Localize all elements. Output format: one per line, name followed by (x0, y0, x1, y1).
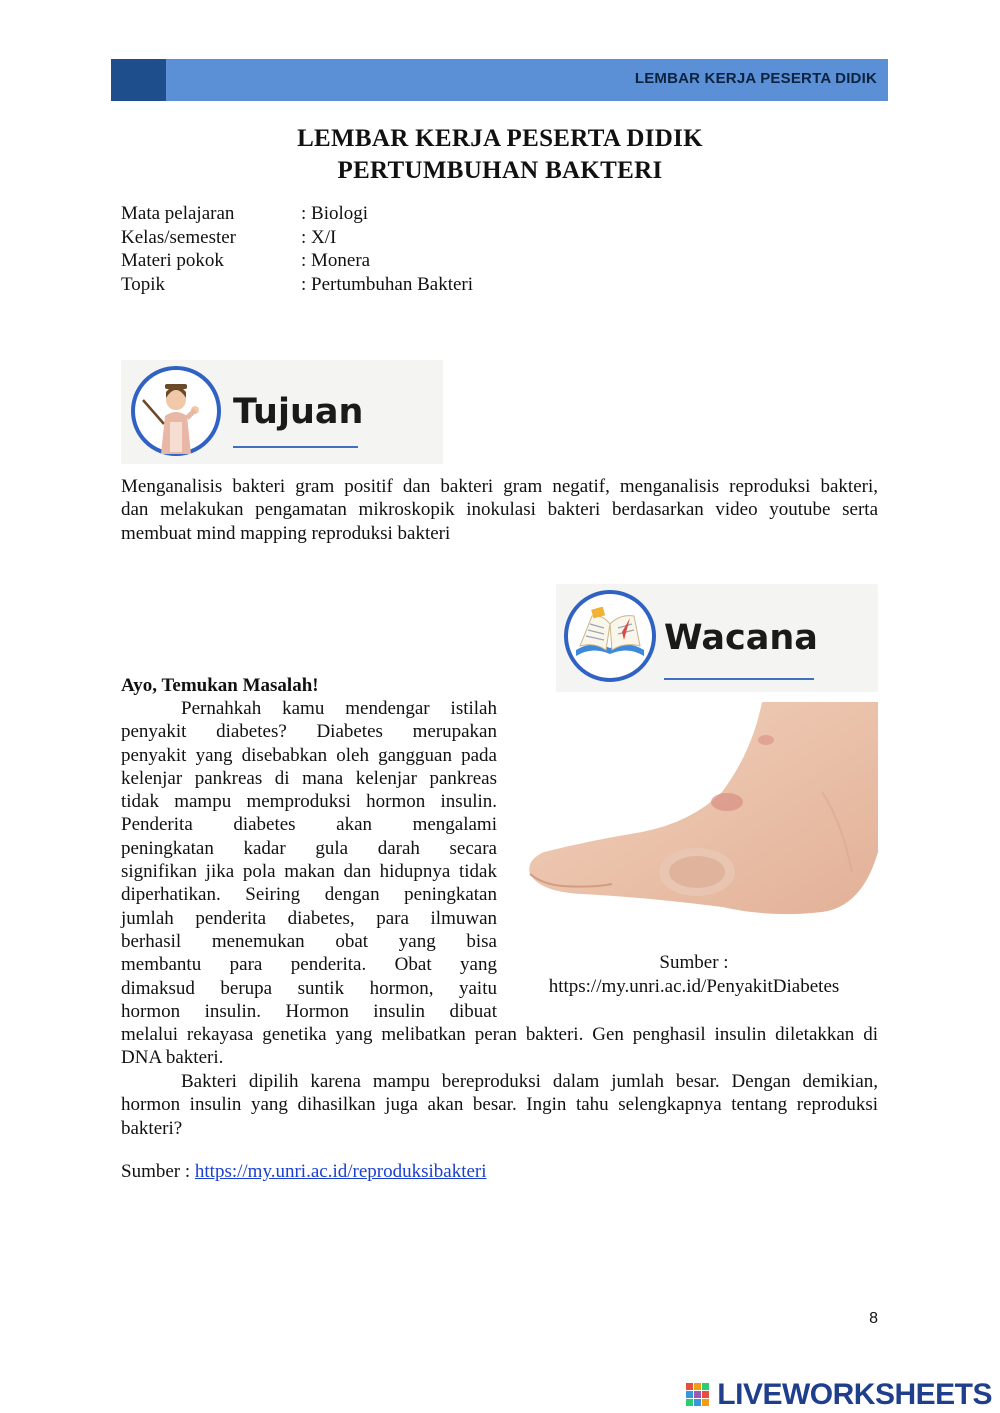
info-label: Materi pokok (121, 250, 224, 271)
tujuan-line: membuat mind mapping reproduksi bakteri (121, 522, 451, 544)
wacana-banner (556, 584, 878, 692)
wacana-line: DNA bakteri. (121, 1047, 224, 1069)
page-title-line-1: LEMBAR KERJA PESERTA DIDIK (297, 125, 703, 152)
wacana-line: Penderita diabetes akan mengalami (121, 814, 497, 836)
image-caption-url: https://my.unri.ac.id/PenyakitDiabetes (548, 976, 840, 997)
diabetic-foot-image (522, 702, 878, 920)
wacana-line: hormon insulin yang dihasilkan juga akan besar. Ingin tahu selengkapnya tentang reproduksi (121, 1094, 878, 1116)
teacher-icon (129, 364, 223, 458)
wacana-line: melalui rekayasa genetika yang melibatkan peran bakteri. Gen penghasil insulin diletakkan di (121, 1024, 878, 1045)
header-accent-block (111, 59, 166, 101)
banner-underline (664, 678, 814, 680)
wacana-line: signifikan jika pola makan dan hidupnya tidak (121, 861, 497, 883)
brand-name: LIVEWORKSHEETS (717, 1378, 992, 1411)
book-icon (562, 588, 658, 684)
info-label: Kelas/semester (121, 227, 237, 248)
wacana-line: peningkatan kadar gula darah secara (121, 837, 497, 859)
tujuan-line: dan melakukan pengamatan mikroskopik inokulasi bakteri berdasarkan video youtube serta (121, 499, 878, 521)
wacana-line: diperhatikan. Seiring dengan peningkatan (121, 884, 497, 906)
source-link[interactable]: https://my.unri.ac.id/reproduksibakteri (194, 1161, 487, 1182)
page-number: 8 (869, 1310, 878, 1327)
source-prefix: Sumber : (121, 1161, 195, 1182)
wacana-line: dimaksud berupa suntik hormon, yaitu (121, 977, 497, 999)
wacana-column-text (121, 697, 497, 1023)
liveworksheets-icon (685, 1382, 711, 1408)
image-caption (522, 951, 866, 999)
wacana-paragraph-2 (121, 1070, 878, 1140)
header-label: LEMBAR KERJA PESERTA DIDIK (634, 70, 877, 87)
wacana-line: jumlah penderita diabetes, para ilmuwan (121, 907, 497, 929)
wacana-line: hormon insulin. Hormon insulin dibuat (121, 1000, 497, 1022)
wacana-continuation (121, 1023, 878, 1070)
wacana-line: kelenjar pankreas di mana kelenjar pankreas (121, 767, 497, 789)
wacana-line: penyakit diabetes? Diabetes merupakan (121, 721, 497, 743)
wacana-line: bakteri? (121, 1117, 183, 1139)
wacana-heading: Ayo, Temukan Masalah! (121, 675, 319, 696)
tujuan-text (121, 475, 878, 545)
foot-illustration (522, 702, 878, 920)
info-value: : Biologi (301, 203, 369, 224)
info-value: : Pertumbuhan Bakteri (301, 274, 474, 295)
wacana-line: Bakteri dipilih karena mampu bereproduksi dalam jumlah besar. Dengan demikian, (181, 1071, 878, 1092)
info-value: : Monera (301, 250, 371, 271)
liveworksheets-logo[interactable] (685, 1378, 992, 1412)
wacana-line: berhasil menemukan obat yang bisa (121, 930, 497, 952)
banner-underline (233, 446, 358, 448)
wacana-line: penyakit yang disebabkan oleh gangguan pada (121, 744, 497, 766)
page-title-line-2: PERTUMBUHAN BAKTERI (337, 157, 663, 184)
wacana-banner-label: Wacana (664, 618, 818, 658)
info-label: Mata pelajaran (121, 203, 235, 224)
image-caption-label: Sumber : (659, 952, 729, 973)
tujuan-line: Menganalisis bakteri gram positif dan bakteri gram negatif, menganalisis reproduksi bakteri, (121, 476, 878, 497)
wacana-line: tidak mampu memproduksi hormon insulin. (121, 791, 497, 813)
tujuan-banner (121, 360, 443, 464)
source-line (121, 1161, 487, 1183)
wacana-line: membantu para penderita. Obat yang (121, 954, 497, 976)
info-label: Topik (121, 274, 166, 295)
tujuan-banner-label: Tujuan (233, 392, 364, 432)
info-value: : X/I (301, 227, 337, 248)
wacana-line: Pernahkah kamu mendengar istilah (181, 698, 497, 719)
